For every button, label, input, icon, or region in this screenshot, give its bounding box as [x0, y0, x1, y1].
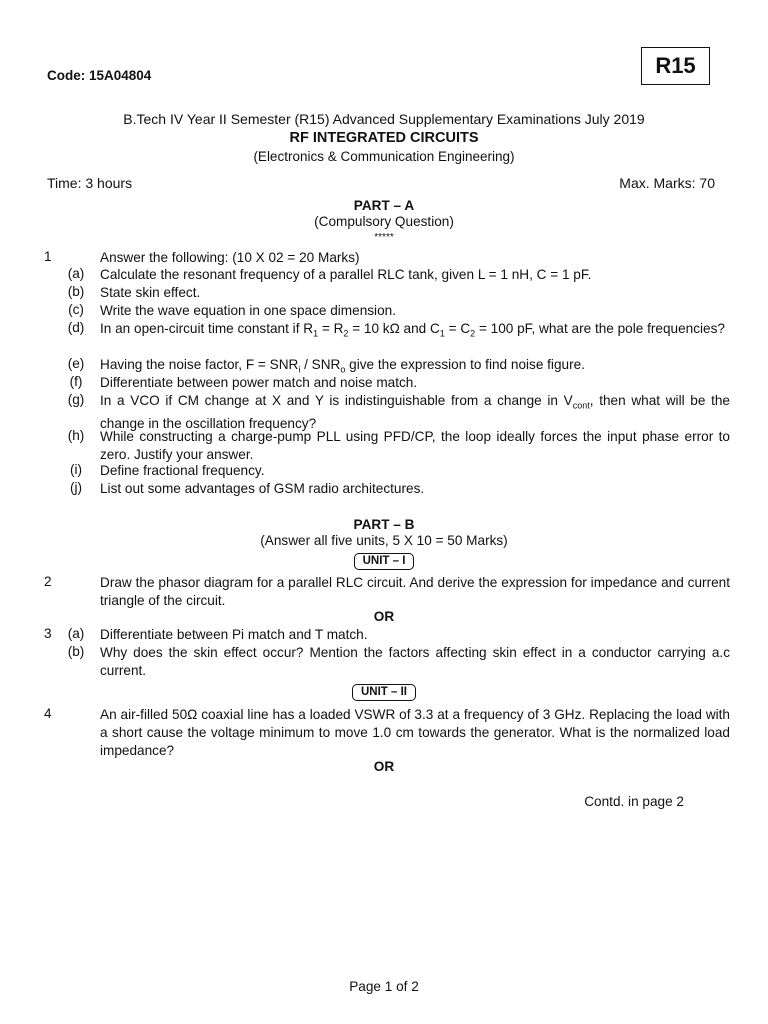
item-text-d: In an open-circuit time constant if $R_1 = R_2 = 10$ kΩ and $C_1 = C_2 = 100$ pF, what are the pole frequencies?	[100, 321, 725, 339]
item-label-d: (d)	[67, 320, 85, 335]
exam-title: B.Tech IV Year II Semester (R15) Advanced Supplementary Examinations July 2019	[123, 111, 645, 127]
part-b-subtitle: (Answer all five units, 5 X 10 = 50 Marks)	[260, 533, 508, 548]
exam-code: Code: 15A04804	[47, 68, 152, 83]
part-a-subtitle: (Compulsory Question)	[314, 214, 454, 229]
item-label-g: (g)	[67, 392, 85, 407]
q3-text-a: Differentiate between Pi match and T match.	[100, 627, 368, 642]
item-text-e: Having the noise factor, $F = SNR_i / SNR_o$ give the expression to find noise figure.	[100, 357, 585, 375]
item-text-h: While constructing a charge-pump PLL using PFD/CP, the loop ideally forces the input phase error to zero. Justify your answer.	[100, 429, 730, 462]
unit-2-label: UNIT – II	[352, 684, 416, 701]
item-text-a: Calculate the resonant frequency of a parallel RLC tank, given L = 1 nH, C = 1 pF.	[100, 267, 592, 282]
q3-label-b: (b)	[67, 644, 85, 659]
regulation-box: R15	[641, 47, 710, 85]
question-number-2: 2	[44, 574, 52, 589]
part-a-stars: *****	[374, 232, 394, 243]
item-label-b: (b)	[67, 284, 85, 299]
unit-2-badge	[0, 684, 768, 701]
or-divider-1: OR	[373, 609, 395, 624]
question-number-1: 1	[44, 249, 52, 264]
part-a-instruction: Answer the following: (10 X 02 = 20 Marks)	[100, 250, 360, 265]
item-text-g: In a VCO if CM change at X and Y is indistinguishable from a change in $V_{cont}$, then what will be the change in the oscillation frequency?	[100, 393, 730, 431]
item-label-e: (e)	[67, 356, 85, 371]
subject-title: RF INTEGRATED CIRCUITS	[289, 130, 479, 146]
unit-1-badge	[0, 553, 768, 570]
part-a-title: PART – A	[353, 198, 415, 213]
question-number-3: 3	[44, 626, 52, 641]
item-text-f: Differentiate between power match and noise match.	[100, 375, 418, 390]
continued-note: Contd. in page 2	[584, 794, 684, 809]
item-label-c: (c)	[68, 302, 84, 317]
unit-1-label: UNIT – I	[354, 553, 415, 570]
item-label-a: (a)	[67, 266, 85, 281]
branch-name: (Electronics & Communication Engineering)	[253, 149, 515, 164]
item-label-f: (f)	[69, 374, 83, 389]
item-text-b: State skin effect.	[100, 285, 201, 300]
part-b-title: PART – B	[353, 517, 415, 532]
item-text-j: List out some advantages of GSM radio architectures.	[100, 481, 425, 496]
item-text-c: Write the wave equation in one space dimension.	[100, 303, 396, 318]
q3-text-b: Why does the skin effect occur? Mention the factors affecting skin effect in a conductor carrying a.c current.	[100, 645, 730, 678]
question-number-4: 4	[44, 706, 52, 721]
item-label-j: (j)	[69, 480, 83, 495]
item-text-i: Define fractional frequency.	[100, 463, 265, 478]
item-label-i: (i)	[69, 462, 83, 477]
q3-label-a: (a)	[67, 626, 85, 641]
max-marks: Max. Marks: 70	[619, 175, 715, 191]
question-2-text: Draw the phasor diagram for a parallel RLC circuit. And derive the expression for impedance and current triangle of the circuit.	[100, 575, 730, 608]
page-number: Page 1 of 2	[349, 979, 419, 994]
exam-time: Time: 3 hours	[47, 175, 133, 191]
or-divider-2: OR	[373, 759, 395, 774]
item-label-h: (h)	[67, 428, 85, 443]
question-4-text: An air-filled 50Ω coaxial line has a loaded VSWR of 3.3 at a frequency of 3 GHz. Replacing the load with a short cause the voltage minimum to move 1.0 cm towards the generator. What is the normalized load impedance?	[100, 707, 730, 758]
